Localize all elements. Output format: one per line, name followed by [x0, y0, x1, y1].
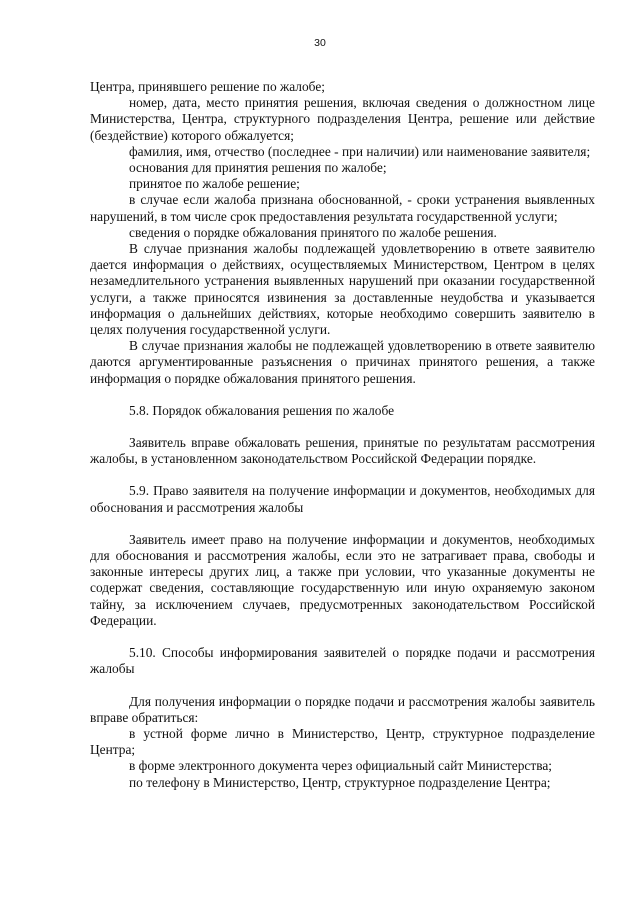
section-body-5-10: Для получения информации о порядке подачи и рассмотрения жалобы заявитель вправе обратиться:: [90, 693, 595, 725]
paragraph: в случае если жалоба признана обоснованной, - сроки устранения выявленных нарушений, в том числе срок предоставления результата государственной услуги;: [90, 192, 595, 224]
paragraph: фамилия, имя, отчество (последнее - при наличии) или наименование заявителя;: [129, 143, 591, 159]
paragraph: Центра, принявшего решение по жалобе;: [90, 79, 325, 94]
paragraph: В случае признания жалобы не подлежащей удовлетворению в ответе заявителю даются аргументированные разъяснения о причинах принятого решения, а также информация о порядке обжалования принятого решения.: [90, 338, 595, 386]
list-item: в устной форме лично в Министерство, Центр, структурное подразделение Центра;: [90, 725, 595, 758]
section-heading-5-10: 5.10. Способы информирования заявителей о порядке подачи и рассмотрения жалобы: [90, 645, 595, 677]
section-body-5-9: Заявитель имеет право на получение информации и документов, необходимых для обоснования и рассмотрения жалобы, если это не затрагивает права, свободы и законные интересы других лиц, а также при условии, что указанные документы не содержат сведения, составляющие государственную или иную охраняемую законом тайну, за исключением случаев, предусмотренных законодательством Российской Федерации.: [90, 531, 595, 628]
paragraph: сведения о порядке обжалования принятого по жалобе решения.: [129, 224, 497, 240]
section-body-5-8: Заявитель вправе обжаловать решения, принятые по результатам рассмотрения жалобы, в установленном законодательством Российской Федерации порядке.: [90, 435, 595, 467]
paragraph: номер, дата, место принятия решения, включая сведения о должностном лице Министерства, Центра, структурного подразделения Центра, решение или действие (бездействие) которого обжалуется;: [90, 95, 595, 143]
list-item: в форме электронного документа через официальный сайт Министерства;: [129, 758, 553, 774]
paragraph: основания для принятия решения по жалобе;: [129, 160, 387, 176]
page-number: 30: [314, 37, 326, 49]
section-heading-5-8: 5.8. Порядок обжалования решения по жалобе: [129, 402, 395, 418]
section-heading-5-9: 5.9. Право заявителя на получение информации и документов, необходимых для обоснования и рассмотрения жалобы: [90, 483, 595, 515]
list-item: по телефону в Министерство, Центр, структурное подразделение Центра;: [129, 774, 551, 790]
paragraph: В случае признания жалобы подлежащей удовлетворению в ответе заявителю дается информация о действиях, осуществляемых Министерством, Центром в целях незамедлительного устранения выявленных нарушений при оказании государственной услуги, а также приносятся извинения за доставленные неудобства и указывается информация о дальнейших действиях, которые необходимо совершить заявителю в целях получения государственной услуги.: [90, 241, 595, 338]
document-body: [90, 79, 595, 791]
paragraph: принятое по жалобе решение;: [129, 176, 300, 192]
